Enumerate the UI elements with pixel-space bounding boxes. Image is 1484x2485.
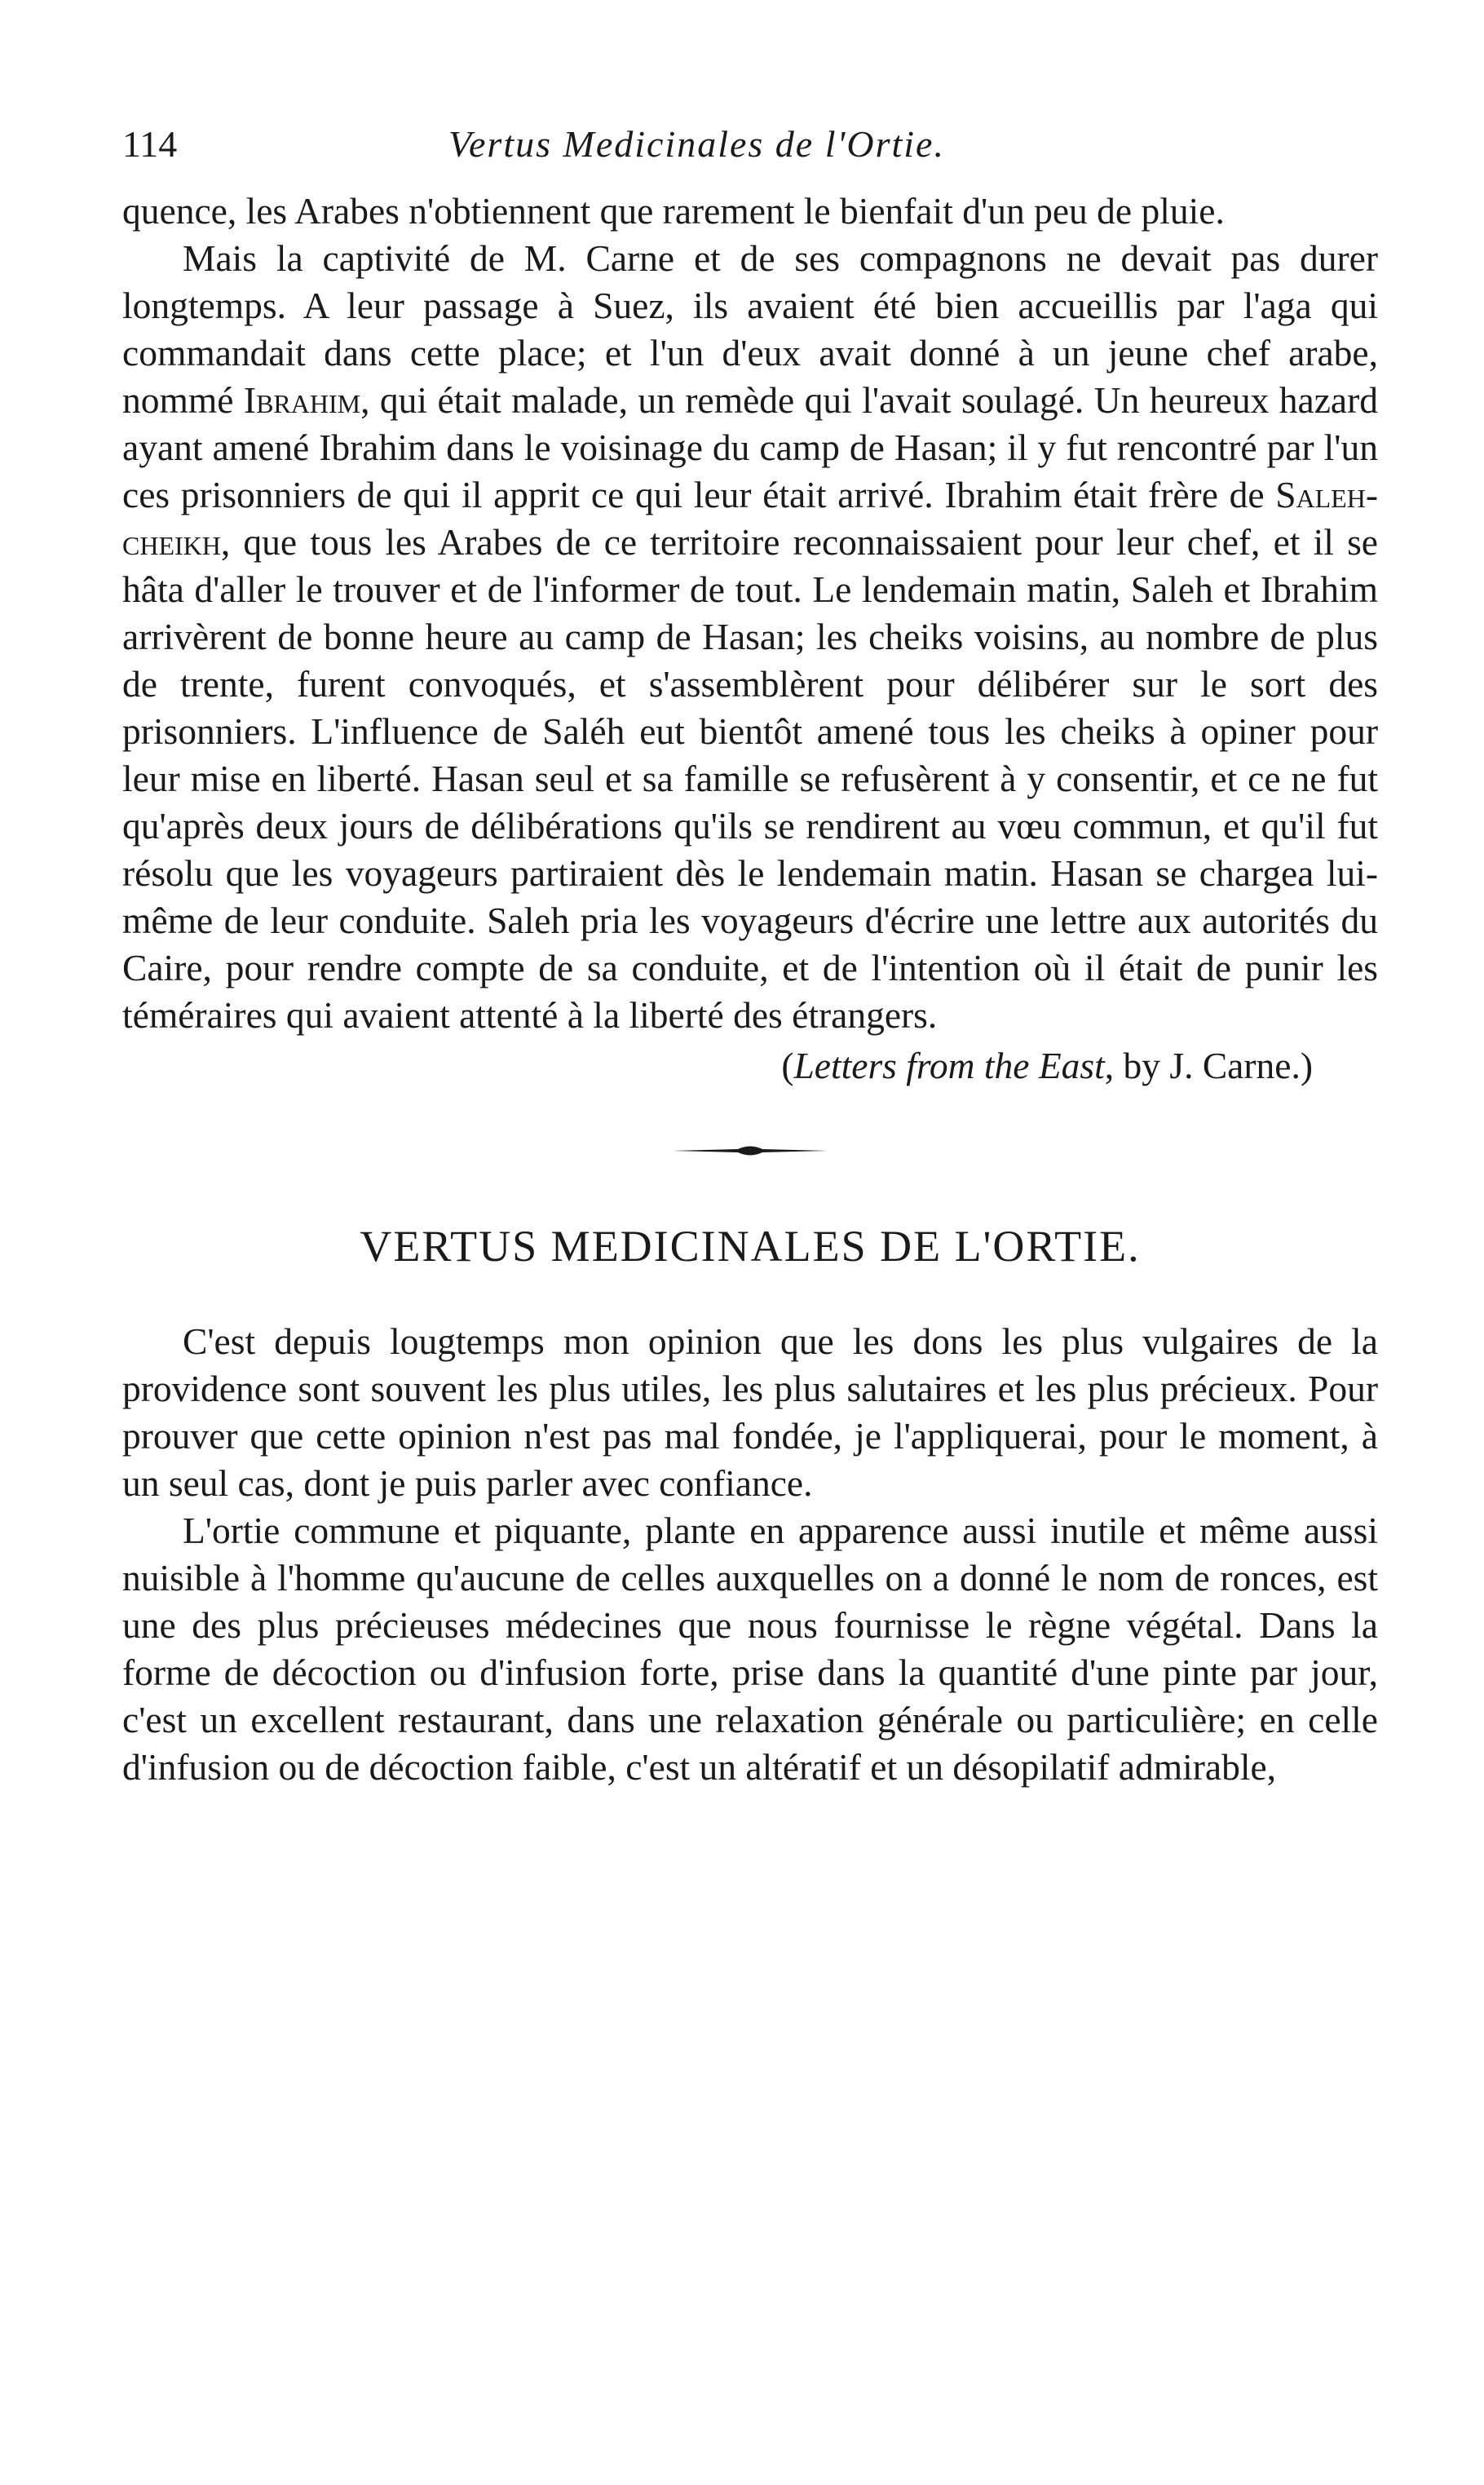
citation (122, 1042, 1378, 1090)
paragraph: C'est depuis lougtemps mon opinion que les dons les plus vulgaires de la providence sont souvent les plus utiles, les plus salutaires et les plus précieux. Pour prouver que cette opinion n'est pas mal fondée, je l'appliquerai, pour le moment, à un seul cas, dont je puis parler avec confiance. (122, 1320, 1378, 1504)
paragraph: quence, les Arabes n'obtiennent que rarement le bienfait d'un peu de pluie. (122, 190, 1225, 232)
name-small-caps: Saleh-cheikh (122, 474, 1378, 563)
page-number: 114 (122, 123, 178, 165)
name-small-caps: Ibrahim (243, 379, 361, 421)
text-run: , qui était malade, un remède qui l'avait soulagé. Un heureux hazard ayant amené Ibrahim dans le voisinage du camp de Hasan; il y fut rencontré par l'un ces prisonniers de qui il apprit ce qui leur était arrivé. Ibrahim était frère de (122, 379, 1378, 515)
text-run: Mais la captivité de M. Carne et de ses compagnons ne devait pas durer longtemps. A leur passage à Suez, ils avaient été bien accueillis par l'aga qui commandait dans cette place; et l'un d'eux avait donné à un jeune chef arabe, nommé (122, 237, 1378, 421)
paragraph: L'ortie commune et piquante, plante en apparence aussi inutile et même aussi nuisible à l'homme qu'aucune de celles auxquelles on a donné le nom de ronces, est une des plus précieuses médecines que nous fournisse le règne végétal. Dans la forme de décoction ou d'infusion forte, prise dans la quantité d'une pinte par jour, c'est un excellent restaurant, dans une relaxation générale ou particulière; en celle d'infusion ou de décoction faible, c'est un altératif et un désopilatif admirable, (122, 1510, 1378, 1788)
running-title: Vertus Medicinales de l'Ortie. (448, 123, 945, 165)
section-title: VERTUS MEDICINALES DE L'ORTIE. (360, 1222, 1141, 1271)
book-page (122, 122, 1378, 1791)
citation-author: , by J. Carne.) (1104, 1045, 1313, 1086)
running-head (122, 122, 1378, 179)
paragraph (122, 235, 1378, 1039)
citation-open: ( (781, 1045, 794, 1086)
citation-work: Letters from the East (793, 1045, 1105, 1086)
ornament-rule (669, 1139, 832, 1163)
nettle-article (122, 1318, 1378, 1791)
upper-article (122, 188, 1378, 1039)
text-run: , que tous les Arabes de ce territoire reconnaissaient pour leur chef, et il se hâta d'aller le trouver et de l'informer de tout. Le lendemain matin, Saleh et Ibrahim arrivèrent de bonne heure au camp de Hasan; les cheiks voisins, au nombre de plus de trente, furent convoqués, et s'assemblèrent pour délibérer sur le sort des prisonniers. L'influence de Saléh eut bientôt amené tous les cheiks à opiner pour leur mise en liberté. Hasan seul et sa famille se refusèrent à y consentir, et ce ne fut qu'après deux jours de délibérations qu'ils se rendirent au vœu commun, et qu'il fut résolu que les voyageurs partiraient dès le lendemain matin. Hasan se chargea lui-même de leur conduite. Saleh pria les voyageurs d'écrire une lettre aux autorités du Caire, pour rendre compte de sa conduite, et de l'intention où il était de punir les téméraires qui avaient attenté à la liberté des étrangers. (122, 521, 1378, 1036)
